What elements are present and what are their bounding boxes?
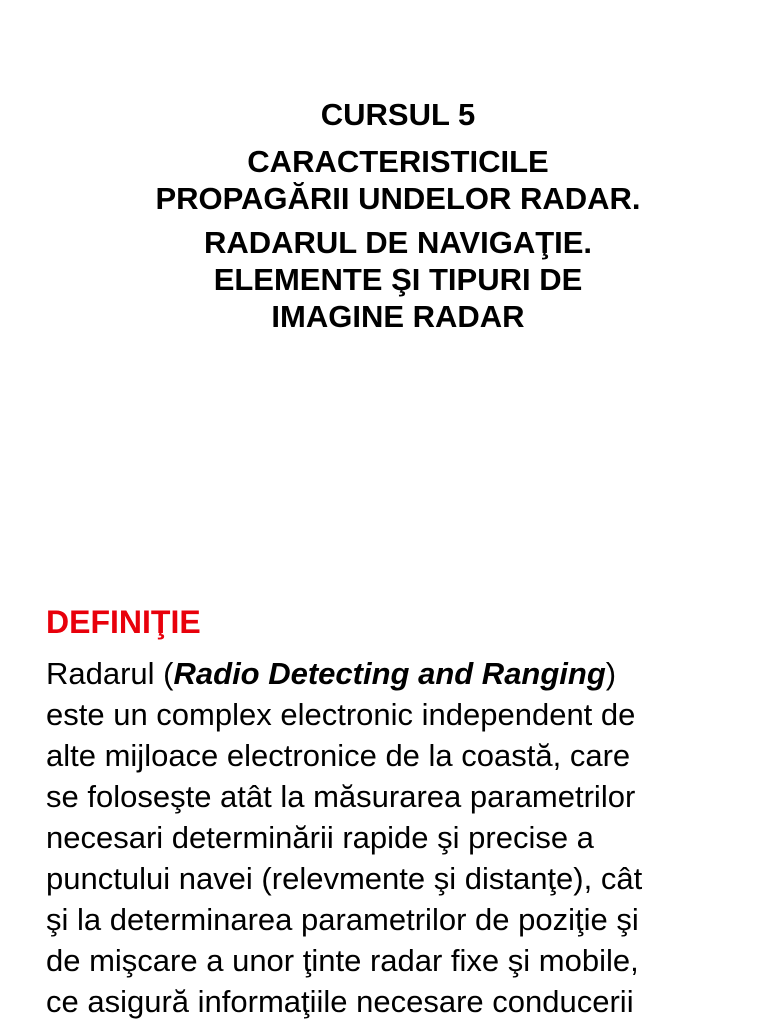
definition-line: şi la determinarea parametrilor de poziţie şi <box>46 902 639 937</box>
definition-line: punctului navei (relevmente şi distanţe), cât <box>46 861 643 896</box>
definition-line: necesari determinării rapide şi precise a <box>46 820 594 855</box>
definition-line: ce asigură informaţiile necesare conducerii <box>46 984 634 1019</box>
definition-line: este un complex electronic independent de <box>46 697 636 732</box>
heading-line-1: CARACTERISTICILE <box>247 144 549 179</box>
definition-line: alte mijloace electronice de la coastă, care <box>46 738 631 773</box>
definition-line: se foloseşte atât la măsurarea parametrilor <box>46 779 636 814</box>
course-title: CURSUL 5 <box>320 97 476 132</box>
definition-first-line-after: ) <box>605 656 617 691</box>
definition-first-line <box>46 653 768 694</box>
definition-body <box>46 653 768 1022</box>
definition-first-line-before: Radarul ( <box>46 656 174 691</box>
heading-line-4: ELEMENTE ŞI TIPURI DE <box>213 262 583 297</box>
heading-line-5: IMAGINE RADAR <box>271 299 525 334</box>
definition-heading: DEFINIŢIE <box>46 604 201 640</box>
heading-line-2: PROPAGĂRII UNDELOR RADAR. <box>155 181 641 216</box>
acronym-expansion: Radio Detecting and Ranging <box>173 656 606 691</box>
definition-line: de mişcare a unor ţinte radar fixe şi mobile, <box>46 943 639 978</box>
title-block <box>0 96 768 335</box>
heading-line-3: RADARUL DE NAVIGAŢIE. <box>203 225 593 260</box>
